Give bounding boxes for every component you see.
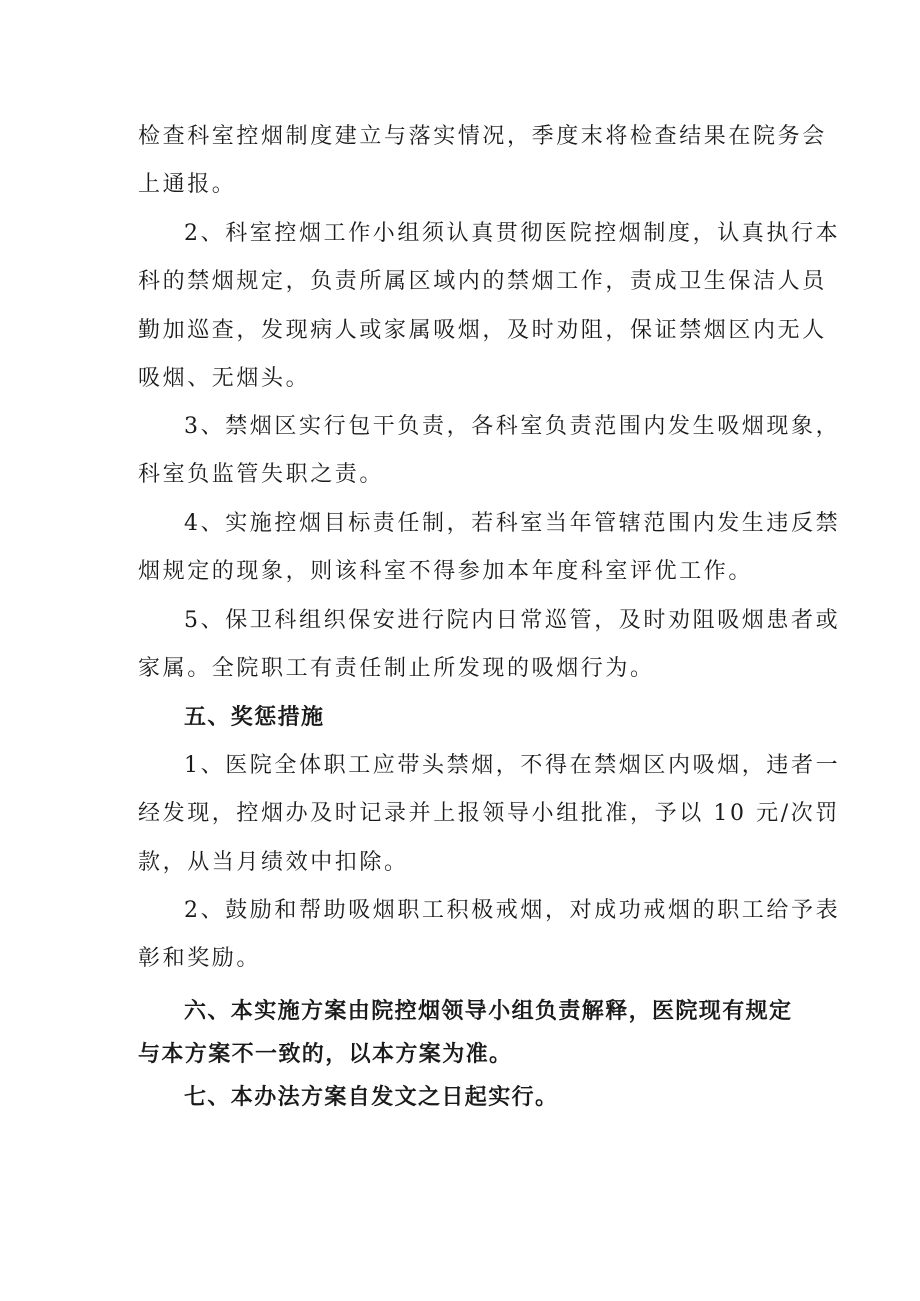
paragraph-line: 吸烟、无烟头。 — [138, 366, 311, 391]
paragraph-line: 5、保卫科组织保安进行院内日常巡管，及时劝阻吸烟患者或 — [184, 608, 841, 633]
section-heading: 七、本办法方案自发文之日起实行。 — [184, 1085, 559, 1110]
paragraph-line: 款，从当月绩效中扣除。 — [138, 850, 409, 875]
paragraph-line: 1、医院全体职工应带头禁烟，不得在禁烟区内吸烟，违者一 — [184, 753, 841, 778]
paragraph-line: 科的禁烟规定，负责所属区域内的禁烟工作，责成卫生保洁人员 — [138, 269, 827, 294]
paragraph-line: 3、禁烟区实行包干负责，各科室负责范围内发生吸烟现象， — [184, 414, 841, 439]
paragraph-line: 上通报。 — [138, 172, 237, 197]
paragraph-line: 2、科室控烟工作小组须认真贯彻医院控烟制度，认真执行本 — [184, 221, 841, 246]
paragraph-line: 彰和奖励。 — [138, 946, 262, 971]
paragraph-line: 检查科室控烟制度建立与落实情况，季度末将检查结果在院务会 — [138, 124, 827, 149]
paragraph-line: 2、鼓励和帮助吸烟职工积极戒烟，对成功戒烟的职工给予表 — [184, 898, 841, 923]
section-heading: 五、奖惩措施 — [184, 705, 325, 730]
paragraph-line: 烟规定的现象，则该科室不得参加本年度科室评优工作。 — [138, 559, 754, 584]
section-heading-line: 与本方案不一致的，以本方案为准。 — [138, 1042, 513, 1067]
paragraph-line: 勤加巡查，发现病人或家属吸烟，及时劝阻，保证禁烟区内无人 — [138, 318, 827, 343]
paragraph-line: 家属。全院职工有责任制止所发现的吸烟行为。 — [138, 656, 655, 681]
paragraph-line: 科室负监管失职之责。 — [138, 462, 385, 487]
paragraph-line: 4、实施控烟目标责任制，若科室当年管辖范围内发生违反禁 — [184, 511, 841, 536]
section-heading: 六、本实施方案由院控烟领导小组负责解释，医院现有规定 — [184, 999, 793, 1024]
paragraph-line: 经发现，控烟办及时记录并上报领导小组批准，予以 10 元/次罚 — [138, 801, 840, 826]
